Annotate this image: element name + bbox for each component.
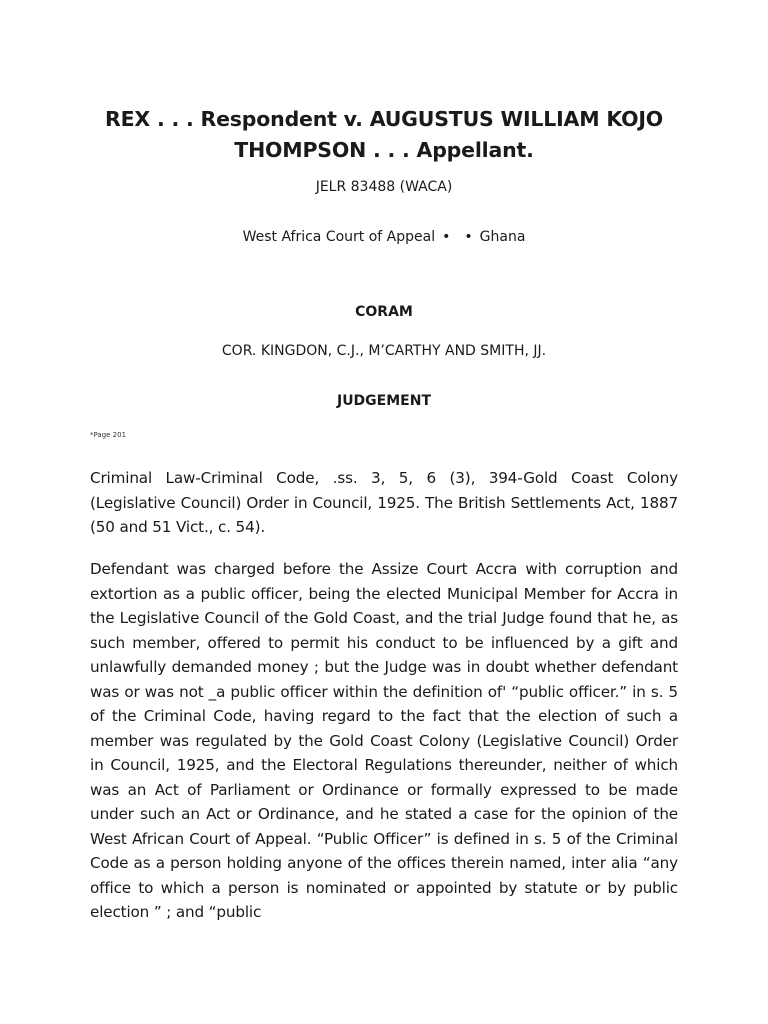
headnote-paragraph: Criminal Law-Criminal Code, .ss. 3, 5, 6 (3), 394-Gold Coast Colony (Legislative Council) Order in Council, 1925. The British Settlements Act, 1887 (50 and 51 Vict., c. 54). [90, 469, 678, 536]
court-line [90, 227, 678, 247]
separator-dot: • [442, 229, 451, 245]
case-title: REX . . . Respondent v. AUGUSTUS WILLIAM KOJO THOMPSON . . . Appellant. [105, 107, 663, 162]
court-name: West Africa Court of Appeal [242, 229, 436, 245]
judgement-heading: JUDGEMENT [336, 393, 431, 409]
separator-dot: • [464, 229, 473, 245]
case-citation: JELR 83488 (WACA) [315, 179, 453, 195]
body-paragraph: Defendant was charged before the Assize Court Accra with corruption and extortion as a public officer, being the elected Municipal Member for Accra in the Legislative Council of the Gold Coast, and the trial Judge found that he, as such member, offered to permit his conduct to be influenced by a gift and unlawfully demanded money ; but the Judge was in doubt whether defendant was or was not _a public officer within the definition of' “public officer.” in s. 5 of the Criminal Code, having regard to the fact that the election of such a member was regulated by the Gold Coast Colony (Legislative Council) Order in Council, 1925, and the Electoral Regulations thereunder, neither of which was an Act of Parliament or Ordinance or formally expressed to be made under such an Act or Ordinance, and he stated a case for the opinion of the West African Court of Appeal. “Public Officer” is defined in s. 5 of the Criminal Code as a person holding anyone of the offices therein named, inter alia “any office to which a person is nominated or appointed by statute or by public election ” ; and “public [90, 560, 678, 921]
coram-judges: COR. KINGDON, C.J., M’CARTHY AND SMITH, JJ. [221, 343, 547, 359]
coram-heading: CORAM [355, 304, 413, 320]
page-marker: *Page 201 [90, 431, 127, 439]
country-name: Ghana [479, 229, 526, 245]
